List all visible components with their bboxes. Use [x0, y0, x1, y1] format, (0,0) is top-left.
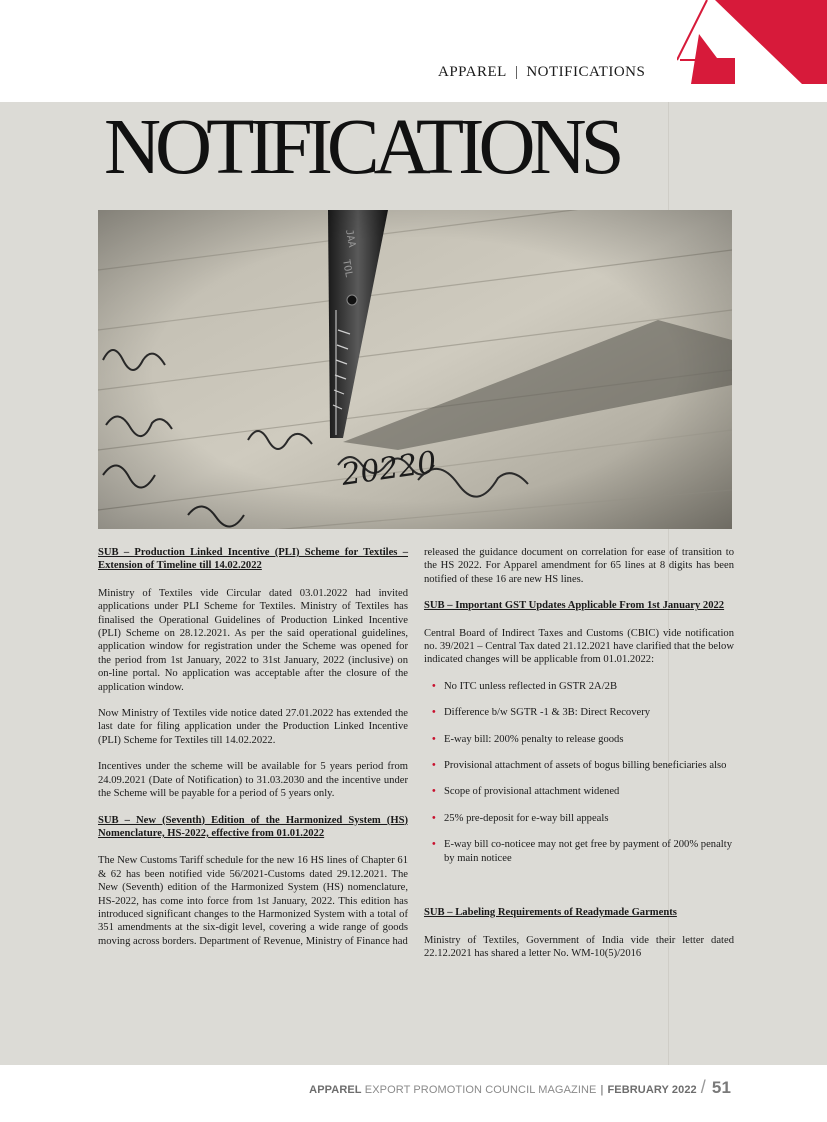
list-item-text: 25% pre-deposit for e-way bill appeals [444, 812, 609, 824]
list-item [424, 838, 734, 865]
footer-credit: APPAREL EXPORT PROMOTION COUNCIL MAGAZINE | FEBRUARY 2022 / 51 [309, 1077, 731, 1097]
bullet-icon: • [432, 786, 436, 798]
subsection-name: NOTIFICATIONS [526, 64, 646, 80]
heading-pli-scheme: SUB – Production Linked Incentive (PLI) Scheme for Textiles – Extension of Timeline till 14.02.2022 [98, 547, 408, 572]
heading-hs-2022: SUB – New (Seventh) Edition of the Harmonized System (HS) Nomenclature, HS-2022, effective from 01.01.2022 [98, 814, 408, 839]
section-name: APPAREL [438, 64, 507, 80]
list-item [424, 812, 734, 825]
bullet-icon: • [432, 812, 436, 824]
footer-publication: EXPORT PROMOTION COUNCIL MAGAZINE [364, 1084, 597, 1096]
right-column [424, 546, 734, 973]
list-item [424, 785, 734, 798]
paragraph: Incentives under the scheme will be available for 5 years period from 24.09.2021 (Date of Notification) to 31.03.2030 and the incentive under the Scheme will be payable for a period of 5 years only. [98, 761, 408, 800]
list-item-text: Difference b/w SGTR -1 & 3B: Direct Recovery [444, 707, 651, 719]
list-item [424, 759, 734, 772]
page-title: NOTIFICATIONS [104, 104, 619, 191]
paragraph: Now Ministry of Textiles vide notice dated 27.01.2022 has extended the last date for filing application under the Production Linked Incentive (PLI) Scheme for Textiles till 14.02.2022. [98, 708, 408, 746]
paragraph: Ministry of Textiles, Government of India vide their letter dated 22.12.2021 has shared a letter No. WM-10(5)/2016 [424, 934, 734, 959]
list-item-text: E-way bill: 200% penalty to release goods [444, 733, 624, 745]
heading-labeling-requirements: SUB – Labeling Requirements of Readymade Garments [424, 907, 677, 919]
footer-issue: FEBRUARY 2022 [607, 1084, 697, 1096]
bullet-icon: • [432, 707, 436, 719]
bullet-icon: • [432, 733, 436, 745]
bullet-icon: • [432, 760, 436, 772]
gst-bullet-list [424, 680, 734, 865]
page-header [0, 0, 827, 102]
section-label: APPAREL | NOTIFICATIONS [438, 64, 646, 80]
page-number: 51 [711, 1078, 731, 1097]
list-item [424, 733, 734, 746]
paragraph: Ministry of Textiles vide Circular dated 03.01.2022 had invited applications under PLI Scheme for Textiles. Ministry of Textiles has finalised the Operational Guidelines of Production Linked Incentive (PLI) Scheme on 28.12.2021. As per the said operational guidelines, application window for registration under the Scheme was opened for the period from 1st January, 2022 to 31st January, 2022 (inclusive) on on-line portal. No application was acceptable after the closure of the application window. [98, 587, 408, 693]
list-item [424, 706, 734, 719]
list-item-text: No ITC unless reflected in GSTR 2A/2B [444, 680, 618, 692]
list-item-text: Provisional attachment of assets of bogus billing beneficiaries also [444, 760, 727, 772]
bullet-icon: • [432, 839, 436, 851]
list-item [424, 680, 734, 693]
corner-decoration [677, 0, 827, 84]
heading-gst-updates: SUB – Important GST Updates Applicable From 1st January 2022 [424, 600, 725, 612]
paragraph: Central Board of Indirect Taxes and Customs (CBIC) vide notification no. 39/2021 – Central Tax dated 21.12.2021 have clarified that the below indicated changes will be applicable from 01.01.2022: [424, 627, 734, 666]
bullet-icon: • [432, 680, 436, 692]
paragraph: The New Customs Tariff schedule for the new 16 HS lines of Chapter 61 & 62 has been notified vide 56/2021-Customs dated 29.12.2021. The New (Seventh) edition of the Harmonized System (HS) nomenclature, HS-2022, has come into force from 1st January, 2022. This edition has introduced significant changes to the Harmonized System with a total of 351 amendments at the six-digit level, covering a wide range of goods moving across borders. Department of Revenue, Ministry of Finance had [98, 855, 408, 947]
footer-brand: APPAREL [309, 1084, 362, 1096]
left-column [98, 546, 408, 961]
list-item-text: Scope of provisional attachment widened [444, 786, 620, 798]
list-item-text: E-way bill co-noticee may not get free by payment of 200% penalty by main noticee [444, 839, 732, 864]
fountain-pen-photo [98, 210, 732, 529]
paragraph: released the guidance document on correlation for ease of transition to the HS 2022. For Apparel amendment for 65 lines at 8 digits has been notified of these 16 are new HS lines. [424, 547, 734, 585]
